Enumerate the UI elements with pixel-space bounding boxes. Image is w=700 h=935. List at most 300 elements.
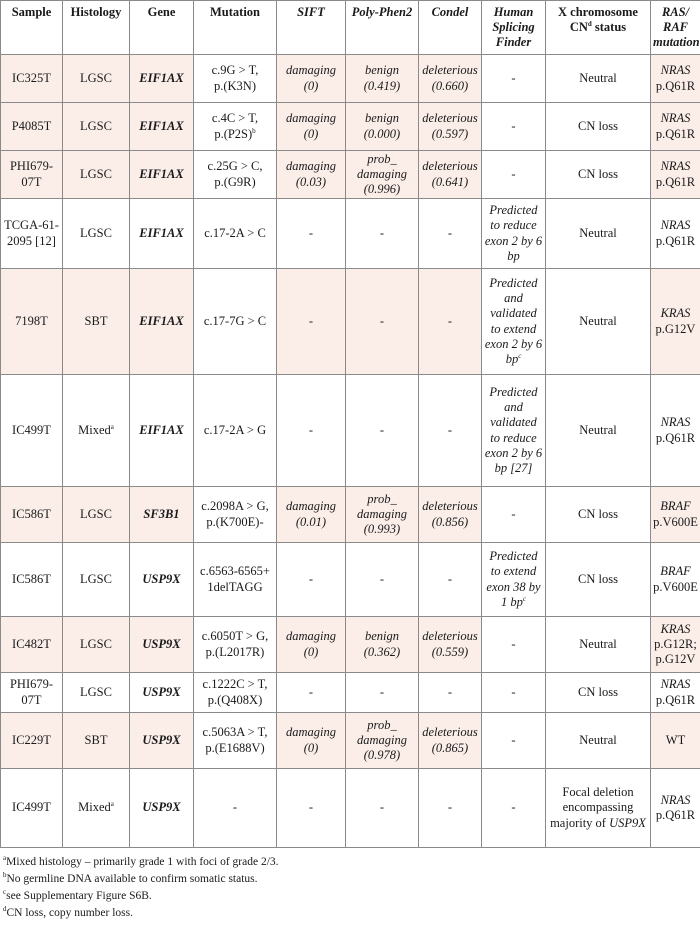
mutation-protein: p.(E1688V) [205, 740, 265, 755]
hsf-footnote-mark: c [518, 351, 522, 360]
polyphen-cell [346, 617, 419, 673]
gene-text: EIF1AX [139, 422, 184, 437]
gene-text: EIF1AX [139, 118, 184, 133]
histology-text: LGSC [80, 118, 112, 133]
mutation-protein: p.(K3N) [213, 78, 256, 93]
mutation-footnote-mark: b [252, 126, 256, 135]
x-cn-status: Neutral [579, 313, 617, 328]
ras-gene: NRAS [660, 677, 691, 692]
histology-cell [63, 713, 130, 769]
hsf-prediction: Predicted to extend exon 38 by 1 bp [486, 549, 541, 609]
ras-cell [651, 375, 700, 487]
footnote-text: Mixed histology – primarily grade 1 with foci of grade 2/3. [6, 856, 279, 868]
header-sift: SIFT [277, 1, 346, 55]
x-cn-cell [546, 673, 651, 713]
histology-text: LGSC [80, 506, 112, 521]
x-cn-status: Focal deletion encompassing majority of [550, 785, 634, 830]
footnote-text: see Supplementary Figure S6B. [6, 890, 152, 902]
mutation-cdna: c.1222C > T, [202, 677, 268, 692]
footnote [3, 872, 258, 887]
ras-variant: WT [665, 732, 686, 747]
polyphen-prediction: benign [364, 629, 400, 644]
polyphen-score: (0.993) [363, 522, 401, 537]
x-cn-status: Neutral [579, 422, 617, 437]
polyphen-score: (0.419) [363, 78, 401, 93]
x-cn-status: Neutral [579, 225, 617, 240]
table-body [1, 55, 700, 848]
table-row [1, 151, 700, 199]
polyphen-cell [346, 103, 419, 151]
hsf-footnote-mark: c [522, 594, 526, 603]
polyphen-cell [346, 375, 419, 487]
hsf-prediction: - [511, 118, 516, 133]
condel-prediction: - [447, 225, 453, 240]
mutation-protein: p.(G9R) [214, 174, 256, 189]
histology-cell [63, 375, 130, 487]
sift-prediction: damaging [286, 725, 336, 740]
hsf-cell [482, 55, 546, 103]
histology-cell [63, 543, 130, 617]
condel-cell [419, 769, 482, 848]
mutation-protein: p.(Q408X) [207, 692, 263, 707]
x-cn-status: CN loss [578, 684, 618, 699]
x-cn-cell [546, 617, 651, 673]
gene-text: EIF1AX [139, 225, 184, 240]
gene-text: USP9X [142, 684, 181, 699]
hsf-cell [482, 673, 546, 713]
header-ras: RAS/ RAF mutation [651, 1, 700, 55]
sample-cell [1, 103, 63, 151]
sift-score: (0) [303, 644, 319, 659]
x-cn-cell [546, 151, 651, 199]
polyphen-prediction: - [379, 225, 385, 240]
sift-cell [277, 103, 346, 151]
histology-text: LGSC [80, 166, 112, 181]
gene-cell [130, 269, 194, 375]
histology-cell [63, 769, 130, 848]
polyphen-prediction: benign [364, 111, 400, 126]
sift-cell [277, 617, 346, 673]
histology-cell [63, 487, 130, 543]
x-cn-gene: USP9X [609, 815, 646, 830]
mutation-cdna: c.5063A > T, [202, 725, 268, 740]
header-x-cn-sup: d [587, 20, 592, 29]
ras-gene: NRAS [660, 159, 691, 174]
sample-text: IC586T [12, 571, 51, 586]
sample-cell [1, 375, 63, 487]
x-cn-cell [546, 543, 651, 617]
x-cn-status: CN loss [578, 506, 618, 521]
sample-text: PHI679-07T [9, 677, 54, 707]
sift-cell [277, 543, 346, 617]
hsf-cell [482, 269, 546, 375]
ras-gene: NRAS [660, 111, 691, 126]
condel-prediction: deleterious [422, 159, 478, 174]
sift-cell [277, 151, 346, 199]
sample-text: P4085T [11, 118, 52, 133]
mutation-cdna: c.2098A > G, [201, 499, 269, 514]
polyphen-cell [346, 269, 419, 375]
hsf-prediction: - [511, 800, 516, 815]
sift-prediction: - [308, 422, 314, 437]
condel-cell [419, 103, 482, 151]
histology-text: Mixed [78, 800, 111, 815]
sample-text: TCGA-61-2095 [12] [4, 218, 59, 248]
gene-cell [130, 487, 194, 543]
mutation-cdna: c.6050T > G, [201, 629, 269, 644]
ras-variant: p.Q61R [655, 174, 696, 189]
histology-cell [63, 269, 130, 375]
polyphen-prediction: - [379, 422, 385, 437]
sample-cell [1, 617, 63, 673]
mutation-cell [194, 543, 277, 617]
footnote-mark: a [3, 854, 7, 863]
table-row [1, 55, 700, 103]
sift-prediction: damaging [286, 63, 336, 78]
gene-cell [130, 199, 194, 269]
table-row [1, 103, 700, 151]
sift-prediction: damaging [286, 111, 336, 126]
table-row [1, 199, 700, 269]
histology-cell [63, 199, 130, 269]
ras-variant: p.Q61R [655, 126, 696, 141]
condel-prediction: - [447, 313, 453, 328]
table-header [1, 1, 700, 55]
hsf-cell [482, 713, 546, 769]
sift-score: (0.03) [295, 174, 327, 189]
ras-gene: BRAF [660, 499, 691, 514]
sample-cell [1, 543, 63, 617]
histology-text: LGSC [80, 684, 112, 699]
ras-variant: p.Q61R [655, 808, 696, 822]
mutation-cdna: c.25G > C, [207, 159, 263, 174]
ras-variant: p.V600E [653, 514, 698, 529]
ras-gene: BRAF [660, 564, 691, 579]
header-row [1, 1, 700, 55]
sift-prediction: damaging [286, 629, 336, 644]
mutation-cell [194, 617, 277, 673]
sift-cell [277, 199, 346, 269]
polyphen-prediction: - [379, 800, 385, 815]
condel-score: (0.865) [431, 740, 469, 755]
ras-variant: p.Q61R [655, 233, 696, 248]
polyphen-cell [346, 151, 419, 199]
hsf-cell [482, 769, 546, 848]
x-cn-cell [546, 769, 651, 848]
sample-text: PHI679-07T [9, 159, 54, 189]
hsf-prediction: - [511, 166, 516, 181]
gene-cell [130, 673, 194, 713]
histology-text: SBT [84, 313, 108, 328]
histology-text: SBT [84, 732, 108, 747]
table-row [1, 713, 700, 769]
ras-variant: p.Q61R [655, 430, 696, 445]
ras-variant: p.V600E [653, 579, 698, 594]
ras-gene: KRAS [660, 621, 691, 636]
hsf-prediction: - [511, 732, 516, 747]
gene-cell [130, 375, 194, 487]
histology-cell [63, 673, 130, 713]
gene-cell [130, 769, 194, 848]
ras-variant: p.Q61R [655, 692, 696, 707]
polyphen-prediction: prob_ damaging [357, 717, 407, 747]
sift-prediction: - [308, 800, 314, 815]
ras-gene: KRAS [660, 306, 691, 321]
header-polyphen: Poly-Phen2 [346, 1, 419, 55]
condel-prediction: deleterious [422, 63, 478, 78]
sift-cell [277, 713, 346, 769]
sift-score: (0) [303, 78, 319, 93]
x-cn-status: CN loss [578, 166, 618, 181]
histology-cell [63, 103, 130, 151]
x-cn-cell [546, 487, 651, 543]
sift-prediction: - [308, 684, 314, 699]
sift-cell [277, 769, 346, 848]
hsf-cell [482, 199, 546, 269]
condel-prediction: - [447, 422, 453, 437]
mutation-cell [194, 673, 277, 713]
condel-cell [419, 199, 482, 269]
ras-cell [651, 199, 700, 269]
mutation-cdna: - [232, 800, 238, 815]
hsf-cell [482, 151, 546, 199]
ras-gene: NRAS [660, 63, 691, 78]
mutation-cell [194, 151, 277, 199]
table-row [1, 617, 700, 673]
sample-text: IC499T [12, 800, 51, 815]
histology-text: LGSC [80, 225, 112, 240]
polyphen-score: (0.000) [363, 126, 401, 141]
hsf-prediction: Predicted and validated to extend exon 2 by 6 bp [484, 275, 543, 366]
header-gene: Gene [130, 1, 194, 55]
sample-text: IC229T [12, 732, 51, 747]
condel-prediction: deleterious [422, 629, 478, 644]
sift-prediction: - [308, 571, 314, 586]
gene-text: SF3B1 [143, 506, 180, 521]
histology-cell [63, 151, 130, 199]
sift-prediction: - [308, 225, 314, 240]
polyphen-cell [346, 713, 419, 769]
x-cn-cell [546, 103, 651, 151]
gene-text: EIF1AX [139, 313, 184, 328]
sift-score: (0) [303, 126, 319, 141]
hsf-prediction: Predicted to reduce exon 2 by 6 bp [484, 203, 543, 263]
condel-prediction: - [447, 571, 453, 586]
hsf-prediction: - [511, 506, 516, 521]
condel-score: (0.660) [431, 78, 469, 93]
hsf-prediction: - [511, 636, 516, 651]
footnote-text: CN loss, copy number loss. [6, 907, 133, 919]
histology-footnote-mark: a [110, 422, 114, 431]
sample-text: IC586T [12, 506, 51, 521]
condel-cell [419, 55, 482, 103]
ras-cell [651, 543, 700, 617]
polyphen-prediction: - [379, 571, 385, 586]
condel-cell [419, 269, 482, 375]
sample-text: IC325T [12, 70, 51, 85]
hsf-prediction: Predicted and validated to reduce exon 2 by 6 bp [27] [484, 384, 543, 475]
table-row [1, 487, 700, 543]
footnote [3, 889, 152, 904]
ras-variant: p.G12V [655, 321, 696, 336]
condel-cell [419, 617, 482, 673]
x-cn-status: Neutral [579, 70, 617, 85]
sample-cell [1, 199, 63, 269]
gene-cell [130, 103, 194, 151]
header-hsf: Human Splicing Finder [482, 1, 546, 55]
mutation-cdna: c.17-2A > C [204, 225, 266, 240]
hsf-cell [482, 487, 546, 543]
sift-score: (0) [303, 740, 319, 755]
polyphen-score: (0.362) [363, 644, 401, 659]
hsf-prediction: - [511, 70, 516, 85]
gene-cell [130, 713, 194, 769]
condel-cell [419, 673, 482, 713]
polyphen-cell [346, 487, 419, 543]
mutation-cdna: c.9G > T, [211, 63, 259, 78]
condel-prediction: - [447, 684, 453, 699]
sample-text: IC482T [12, 636, 51, 651]
table-row [1, 769, 700, 848]
ras-gene: NRAS [660, 792, 691, 807]
histology-cell [63, 55, 130, 103]
polyphen-cell [346, 543, 419, 617]
polyphen-prediction: - [379, 684, 385, 699]
footnote-text: No germline DNA available to confirm somatic status. [6, 873, 258, 885]
mutation-protein: p.(L2017R) [205, 644, 265, 659]
gene-text: EIF1AX [139, 70, 184, 85]
sample-cell [1, 487, 63, 543]
sift-score: (0.01) [295, 514, 327, 529]
header-condel: Condel [419, 1, 482, 55]
ras-variant: p.G12R; p.G12V [654, 636, 697, 667]
polyphen-prediction: - [379, 313, 385, 328]
x-cn-status: CN loss [578, 118, 618, 133]
x-cn-status: Neutral [579, 636, 617, 651]
sample-cell [1, 769, 63, 848]
header-sample: Sample [1, 1, 63, 55]
sample-cell [1, 55, 63, 103]
condel-cell [419, 375, 482, 487]
condel-score: (0.597) [431, 126, 469, 141]
ras-cell [651, 103, 700, 151]
ras-cell [651, 769, 700, 848]
ras-cell [651, 269, 700, 375]
sift-cell [277, 673, 346, 713]
polyphen-prediction: prob_ damaging [357, 491, 407, 521]
sift-prediction: damaging [286, 159, 336, 174]
histology-text: LGSC [80, 571, 112, 586]
polyphen-score: (0.978) [363, 748, 401, 763]
hsf-cell [482, 543, 546, 617]
mutation-cell [194, 769, 277, 848]
footnote-mark: b [3, 871, 7, 880]
sample-cell [1, 269, 63, 375]
footnote-mark: c [3, 888, 7, 897]
header-mutation: Mutation [194, 1, 277, 55]
histology-text: LGSC [80, 70, 112, 85]
mutation-protein: p.(P2S) [214, 126, 253, 141]
sample-text: IC499T [12, 422, 51, 437]
sample-text: 7198T [15, 313, 48, 328]
footnote [3, 906, 133, 921]
gene-text: USP9X [142, 732, 181, 747]
condel-cell [419, 543, 482, 617]
mutation-cdna: c.4C > T, [211, 111, 259, 126]
gene-text: USP9X [142, 571, 181, 586]
polyphen-cell [346, 673, 419, 713]
mutation-cdna: c.17-2A > G [203, 422, 267, 437]
mutation-cell [194, 713, 277, 769]
ras-cell [651, 487, 700, 543]
condel-cell [419, 487, 482, 543]
gene-cell [130, 543, 194, 617]
ras-gene: NRAS [660, 218, 691, 233]
mutation-cell [194, 103, 277, 151]
ras-cell [651, 55, 700, 103]
sift-cell [277, 375, 346, 487]
condel-prediction: deleterious [422, 725, 478, 740]
condel-score: (0.559) [431, 644, 469, 659]
ras-cell [651, 673, 700, 713]
x-cn-cell [546, 199, 651, 269]
gene-cell [130, 151, 194, 199]
mutation-cdna: c.6563-6565+ 1delTAGG [200, 564, 270, 594]
sift-cell [277, 269, 346, 375]
condel-prediction: - [447, 800, 453, 815]
mutation-cell [194, 199, 277, 269]
x-cn-cell [546, 375, 651, 487]
footnote-mark: d [3, 905, 7, 914]
mutation-cell [194, 269, 277, 375]
polyphen-cell [346, 199, 419, 269]
ras-variant: p.Q61R [655, 78, 696, 93]
table-row [1, 543, 700, 617]
hsf-cell [482, 617, 546, 673]
hsf-cell [482, 103, 546, 151]
ras-cell [651, 151, 700, 199]
sample-cell [1, 673, 63, 713]
polyphen-cell [346, 769, 419, 848]
sift-cell [277, 487, 346, 543]
gene-cell [130, 617, 194, 673]
mutation-cdna: c.17-7G > C [203, 313, 267, 328]
header-histology: Histology [63, 1, 130, 55]
histology-text: Mixed [78, 422, 111, 437]
ras-cell [651, 617, 700, 673]
histology-cell [63, 617, 130, 673]
sift-cell [277, 55, 346, 103]
sample-cell [1, 151, 63, 199]
table-row [1, 673, 700, 713]
x-cn-status: CN loss [578, 571, 618, 586]
x-cn-cell [546, 269, 651, 375]
condel-prediction: deleterious [422, 499, 478, 514]
histology-footnote-mark: a [110, 800, 114, 809]
sample-cell [1, 713, 63, 769]
sift-prediction: - [308, 313, 314, 328]
condel-cell [419, 151, 482, 199]
table-row [1, 269, 700, 375]
x-cn-status: Neutral [579, 732, 617, 747]
x-cn-cell [546, 55, 651, 103]
mutation-cell [194, 487, 277, 543]
header-x-cn-text: X chromosome CN [558, 5, 638, 35]
polyphen-prediction: benign [364, 63, 400, 78]
mutation-cell [194, 375, 277, 487]
gene-text: EIF1AX [139, 166, 184, 181]
condel-score: (0.641) [431, 174, 469, 189]
